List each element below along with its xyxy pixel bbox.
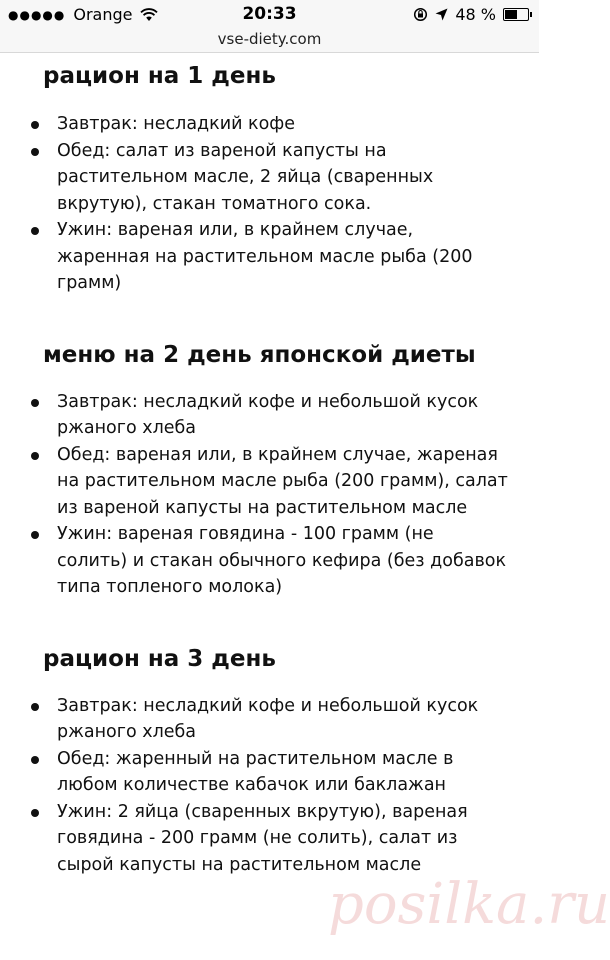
bullet-icon [31, 452, 39, 460]
battery-icon [503, 8, 529, 21]
bullet-icon [31, 399, 39, 407]
list-item [0, 111, 539, 138]
section-title-day-3: рацион на 3 день [43, 645, 276, 672]
bullet-icon [31, 227, 39, 235]
status-time: 20:33 [242, 4, 297, 24]
list-item-text: Обед: вареная или, в крайнем случае, жареная на растительном масле рыба (200 грамм), салат из вареной капусты на растительном масле [57, 444, 508, 518]
article-content [0, 53, 539, 878]
url-domain: vse-diety.com [217, 30, 322, 48]
battery-level-fill [505, 10, 517, 19]
bullet-icon [31, 809, 39, 817]
list-item-text: Ужин: вареная говядина - 100 грамм (не солить) и стакан обычного кефира (без добавок типа топленого молока) [57, 524, 507, 597]
list-item-text: Завтрак: несладкий кофе и небольшой кусок ржаного хлеба [57, 391, 479, 438]
rotation-lock-icon [413, 7, 428, 22]
status-right [413, 5, 529, 24]
section-title-day-1: рацион на 1 день [43, 63, 276, 89]
battery-percentage: 48 % [455, 5, 496, 24]
bullet-icon [31, 121, 39, 129]
section-title-day-2: меню на 2 день японской диеты [43, 341, 476, 368]
list-item-text: Обед: салат из вареной капусты на растительном масле, 2 яйца (сваренных вкрутую), стакан томатного сока. [57, 140, 434, 214]
list-item [0, 799, 539, 879]
menu-list-day-3 [0, 693, 539, 879]
carrier-name: Orange [73, 5, 133, 24]
list-item [0, 138, 539, 218]
list-item-text: Обед: жаренный на растительном масле в любом количестве кабачок или баклажан [57, 748, 454, 795]
bullet-icon [31, 148, 39, 156]
signal-strength-icon: ●●●●● [8, 7, 66, 22]
list-item [0, 693, 539, 746]
list-item [0, 217, 539, 297]
bullet-icon [31, 531, 39, 539]
location-arrow-icon [435, 8, 448, 21]
address-bar[interactable] [0, 30, 539, 53]
list-item-text: Ужин: 2 яйца (сваренных вкрутую), вареная говядина - 200 грамм (не солить), салат из сырой капусты на растительном масле [57, 801, 468, 875]
bullet-icon [31, 756, 39, 764]
menu-list-day-2 [0, 389, 539, 601]
list-item [0, 442, 539, 522]
bullet-icon [31, 703, 39, 711]
list-item [0, 389, 539, 442]
watermark: posilka.ru [328, 872, 610, 937]
list-item [0, 746, 539, 799]
menu-list-day-1 [0, 111, 539, 297]
list-item-text: Ужин: вареная или, в крайнем случае, жаренная на растительном масле рыба (200 грамм) [57, 220, 473, 293]
status-bar [0, 0, 539, 30]
list-item-text: Завтрак: несладкий кофе и небольшой кусок ржаного хлеба [57, 695, 479, 742]
list-item [0, 521, 539, 601]
list-item-text: Завтрак: несладкий кофе [57, 114, 296, 134]
